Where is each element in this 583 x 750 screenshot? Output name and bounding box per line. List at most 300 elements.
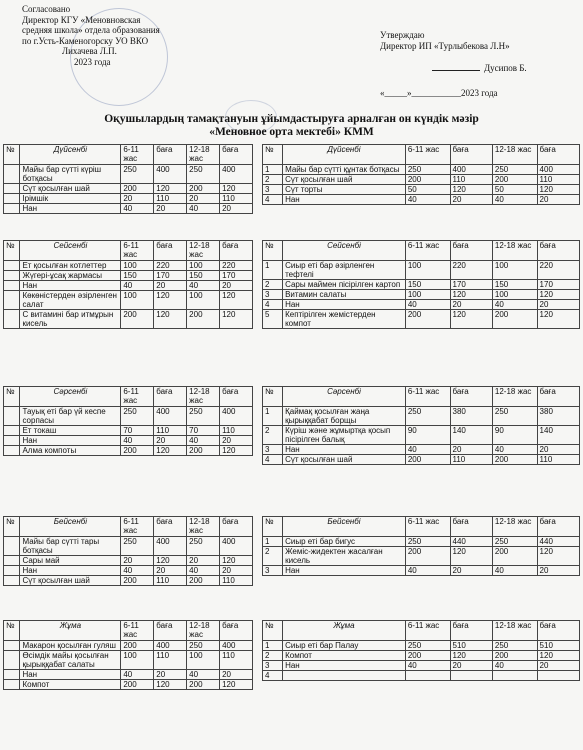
col-age2-header: 12-18 жас xyxy=(187,241,220,261)
row-number: 1 xyxy=(263,641,283,651)
dish-value: 40 xyxy=(492,661,537,671)
dish-value: 20 xyxy=(220,670,253,680)
table-row xyxy=(263,537,580,547)
header-row xyxy=(263,145,580,165)
dish-value: 40 xyxy=(492,300,537,310)
menu-table-right xyxy=(262,240,580,329)
dish-value: 100 xyxy=(121,291,154,310)
day-name: Жұма xyxy=(20,621,121,641)
dish-value: 20 xyxy=(187,556,220,566)
dish-value: 120 xyxy=(220,556,253,566)
row-number xyxy=(4,271,20,281)
table-row xyxy=(263,455,580,465)
approval-line: Лихачева Л.П. xyxy=(62,46,117,56)
dish-value: 120 xyxy=(450,547,492,566)
dish-name: Нан xyxy=(20,281,121,291)
dish-value: 250 xyxy=(187,641,220,651)
dish-value: 110 xyxy=(220,576,253,586)
col-num-header: № xyxy=(263,517,283,537)
dish-name: Күріш және жұмыртқа қосып пісірілген балық xyxy=(283,426,406,445)
dish-name: Жеміс-жидектен жасалған кисель xyxy=(283,547,406,566)
dish-value: 250 xyxy=(121,537,154,556)
dish-name: Өсімдік майы қосылған қырыққабат салаты xyxy=(20,651,121,670)
dish-value: 510 xyxy=(537,641,579,651)
header-row xyxy=(4,517,253,537)
dish-name: Тауық еті бар үй кеспе сорпасы xyxy=(20,407,121,426)
row-number: 1 xyxy=(263,165,283,175)
dish-name: Кептірілген жемістерден компот xyxy=(283,310,406,329)
col-num-header: № xyxy=(4,145,20,165)
table-row xyxy=(263,445,580,455)
col-age2-header: 12-18 жас xyxy=(492,387,537,407)
row-number: 2 xyxy=(263,175,283,185)
header-row xyxy=(4,241,253,261)
dish-value: 120 xyxy=(537,651,579,661)
dish-value: 200 xyxy=(121,641,154,651)
dish-value: 120 xyxy=(220,446,253,456)
col-age2-header: 12-18 жас xyxy=(187,621,220,641)
dish-value: 200 xyxy=(405,310,450,329)
dish-value: 200 xyxy=(492,651,537,661)
menu-table-left xyxy=(3,386,253,456)
dish-value xyxy=(450,671,492,681)
dish-value: 250 xyxy=(405,641,450,651)
dish-name: Сиыр еті бар бигус xyxy=(283,537,406,547)
dish-name: Компот xyxy=(20,680,121,690)
header-row xyxy=(263,621,580,641)
table-row xyxy=(263,671,580,681)
row-number: 2 xyxy=(263,547,283,566)
dish-value: 170 xyxy=(154,271,187,281)
dish-name: Нан xyxy=(283,566,406,576)
row-number xyxy=(4,194,20,204)
dish-value: 200 xyxy=(121,680,154,690)
row-number xyxy=(4,165,20,184)
dish-value: 200 xyxy=(492,547,537,566)
table-row xyxy=(4,310,253,329)
col-num-header: № xyxy=(4,241,20,261)
table-row xyxy=(263,280,580,290)
col-age2-header: 12-18 жас xyxy=(492,241,537,261)
dish-value: 20 xyxy=(220,566,253,576)
dish-value: 200 xyxy=(121,310,154,329)
dish-value: 150 xyxy=(121,271,154,281)
col-age1-header: 6-11 жас xyxy=(405,517,450,537)
table-row xyxy=(263,290,580,300)
dish-value: 250 xyxy=(187,537,220,556)
dish-value: 20 xyxy=(154,566,187,576)
table-row xyxy=(263,175,580,185)
row-number xyxy=(4,407,20,426)
table-row xyxy=(4,537,253,556)
dish-name: Сары маймен пісірілген картоп xyxy=(283,280,406,290)
dish-name: Ет қосылған котлеттер xyxy=(20,261,121,271)
table-row xyxy=(4,446,253,456)
row-number: 5 xyxy=(263,310,283,329)
table-row xyxy=(4,204,253,214)
dish-name: Ірімшік xyxy=(20,194,121,204)
dish-value: 20 xyxy=(537,195,579,205)
col-num-header: № xyxy=(4,621,20,641)
dish-value: 140 xyxy=(450,426,492,445)
dish-value: 120 xyxy=(450,310,492,329)
dish-name: Сүт қосылған шай xyxy=(283,175,406,185)
dish-value: 250 xyxy=(492,641,537,651)
dish-name: Майы бар сүтті тары ботқасы xyxy=(20,537,121,556)
dish-value: 20 xyxy=(121,556,154,566)
dish-value: 20 xyxy=(450,661,492,671)
day-name: Сейсенбі xyxy=(20,241,121,261)
dish-value: 220 xyxy=(220,261,253,271)
dish-value: 200 xyxy=(187,184,220,194)
row-number xyxy=(4,436,20,446)
table-row xyxy=(263,165,580,175)
day-name: Дүйсенбі xyxy=(20,145,121,165)
title-line: «Меновное орта мектебі» КММ xyxy=(209,126,374,138)
row-number xyxy=(4,670,20,680)
dish-value: 110 xyxy=(220,194,253,204)
row-number xyxy=(4,651,20,670)
dish-value: 100 xyxy=(187,261,220,271)
dish-value: 250 xyxy=(405,165,450,175)
dish-value: 120 xyxy=(154,310,187,329)
approval-line: Согласовано xyxy=(22,4,71,14)
dish-value: 110 xyxy=(537,455,579,465)
dish-name: Сары май xyxy=(20,556,121,566)
dish-value: 20 xyxy=(154,204,187,214)
col-price-header: баға xyxy=(154,387,187,407)
dish-name: Нан xyxy=(20,566,121,576)
dish-value: 20 xyxy=(537,661,579,671)
table-row xyxy=(4,271,253,281)
confirm-date: «_____»___________2023 года xyxy=(380,87,498,98)
dish-value: 250 xyxy=(187,407,220,426)
row-number: 2 xyxy=(263,426,283,445)
col-price-header: баға xyxy=(220,241,253,261)
dish-value: 220 xyxy=(537,261,579,280)
dish-value: 170 xyxy=(220,271,253,281)
dish-value: 110 xyxy=(154,576,187,586)
header-row xyxy=(263,387,580,407)
col-age2-header: 12-18 жас xyxy=(187,517,220,537)
dish-value: 110 xyxy=(154,426,187,436)
dish-value: 200 xyxy=(492,455,537,465)
dish-value: 250 xyxy=(405,407,450,426)
dish-value: 120 xyxy=(154,291,187,310)
dish-value: 50 xyxy=(492,185,537,195)
table-row xyxy=(4,576,253,586)
dish-value: 150 xyxy=(492,280,537,290)
menu-table-right xyxy=(262,620,580,681)
col-num-header: № xyxy=(263,387,283,407)
dish-name: Нан xyxy=(20,204,121,214)
dish-value: 200 xyxy=(187,446,220,456)
dish-value: 200 xyxy=(405,455,450,465)
dish-name: Сүт қосылған шай xyxy=(283,455,406,465)
dish-value: 120 xyxy=(537,185,579,195)
table-row xyxy=(263,547,580,566)
table-row xyxy=(4,556,253,566)
row-number: 1 xyxy=(263,261,283,280)
col-price-header: баға xyxy=(450,621,492,641)
col-price-header: баға xyxy=(154,621,187,641)
dish-value: 100 xyxy=(492,290,537,300)
dish-value: 110 xyxy=(154,194,187,204)
day-name: Бейсенбі xyxy=(283,517,406,537)
col-price-header: баға xyxy=(220,387,253,407)
dish-name: Нан xyxy=(283,445,406,455)
dish-value: 220 xyxy=(450,261,492,280)
dish-value: 120 xyxy=(220,184,253,194)
dish-value: 40 xyxy=(187,670,220,680)
row-number xyxy=(4,281,20,291)
dish-value xyxy=(537,671,579,681)
dish-value: 100 xyxy=(187,291,220,310)
dish-value: 20 xyxy=(154,281,187,291)
dish-value: 200 xyxy=(187,680,220,690)
dish-name: Майы бар сүтті күріш ботқасы xyxy=(20,165,121,184)
approval-block xyxy=(22,4,160,67)
dish-value: 120 xyxy=(450,185,492,195)
header-row xyxy=(4,621,253,641)
table-row xyxy=(4,641,253,651)
table-row xyxy=(4,651,253,670)
row-number: 4 xyxy=(263,671,283,681)
page-title xyxy=(0,113,583,139)
row-number xyxy=(4,680,20,690)
table-row xyxy=(4,407,253,426)
table-row xyxy=(4,670,253,680)
col-age1-header: 6-11 жас xyxy=(121,387,154,407)
table-row xyxy=(4,291,253,310)
day-name: Бейсенбі xyxy=(20,517,121,537)
dish-value: 150 xyxy=(187,271,220,281)
row-number: 4 xyxy=(263,195,283,205)
dish-value: 400 xyxy=(537,165,579,175)
dish-name: С витамині бар итмұрын кисель xyxy=(20,310,121,329)
dish-value: 150 xyxy=(405,280,450,290)
row-number xyxy=(4,261,20,271)
dish-value: 40 xyxy=(121,204,154,214)
confirm-block xyxy=(380,30,527,98)
col-age1-header: 6-11 жас xyxy=(405,387,450,407)
col-age1-header: 6-11 жас xyxy=(121,621,154,641)
dish-value: 40 xyxy=(405,566,450,576)
col-price-header: баға xyxy=(537,621,579,641)
dish-value: 20 xyxy=(220,436,253,446)
dish-value: 20 xyxy=(450,195,492,205)
dish-value: 20 xyxy=(537,300,579,310)
confirm-line: Директор ИП «Турлыбекова Л.Н» xyxy=(380,40,510,51)
dish-value: 200 xyxy=(121,446,154,456)
table-row xyxy=(4,194,253,204)
col-age1-header: 6-11 жас xyxy=(405,241,450,261)
dish-name: Макарон қосылған гуляш xyxy=(20,641,121,651)
dish-name: Нан xyxy=(20,436,121,446)
col-age1-header: 6-11 жас xyxy=(405,145,450,165)
table-row xyxy=(263,641,580,651)
col-price-header: баға xyxy=(537,145,579,165)
header-row xyxy=(4,145,253,165)
row-number: 1 xyxy=(263,537,283,547)
row-number xyxy=(4,566,20,576)
dish-name: Сүт торты xyxy=(283,185,406,195)
row-number xyxy=(4,291,20,310)
table-row xyxy=(263,661,580,671)
row-number: 3 xyxy=(263,185,283,195)
table-row xyxy=(4,426,253,436)
col-price-header: баға xyxy=(537,241,579,261)
menu-table-right xyxy=(262,516,580,576)
dish-value: 400 xyxy=(220,641,253,651)
dish-value: 120 xyxy=(537,290,579,300)
dish-value: 40 xyxy=(187,281,220,291)
dish-name: Сүт қосылған шай xyxy=(20,184,121,194)
table-row xyxy=(4,281,253,291)
row-number: 3 xyxy=(263,661,283,671)
col-price-header: баға xyxy=(154,145,187,165)
dish-value: 40 xyxy=(121,436,154,446)
dish-value: 400 xyxy=(154,165,187,184)
col-price-header: баға xyxy=(450,241,492,261)
dish-value: 90 xyxy=(492,426,537,445)
day-name: Сәрсенбі xyxy=(20,387,121,407)
dish-value: 120 xyxy=(154,680,187,690)
row-number xyxy=(4,537,20,556)
table-row xyxy=(263,426,580,445)
dish-value: 110 xyxy=(154,651,187,670)
table-row xyxy=(263,261,580,280)
dish-name xyxy=(283,671,406,681)
dish-name: Қаймақ қосылған жаңа қырыққабат борщы xyxy=(283,407,406,426)
dish-value: 120 xyxy=(450,290,492,300)
menu-table-left xyxy=(3,144,253,214)
dish-value: 40 xyxy=(405,661,450,671)
dish-value: 250 xyxy=(187,165,220,184)
dish-value: 170 xyxy=(450,280,492,290)
dish-value: 200 xyxy=(405,175,450,185)
col-price-header: баға xyxy=(220,621,253,641)
dish-value: 100 xyxy=(121,261,154,271)
dish-value: 20 xyxy=(154,436,187,446)
row-number xyxy=(4,184,20,194)
row-number xyxy=(4,576,20,586)
dish-value: 20 xyxy=(450,300,492,310)
dish-name: Ет токаш xyxy=(20,426,121,436)
dish-value: 440 xyxy=(450,537,492,547)
col-age1-header: 6-11 жас xyxy=(121,241,154,261)
dish-value: 200 xyxy=(121,576,154,586)
table-row xyxy=(263,651,580,661)
row-number: 2 xyxy=(263,280,283,290)
day-name: Дүйсенбі xyxy=(283,145,406,165)
confirm-signer: Дусипов Б. xyxy=(484,63,527,73)
dish-value: 200 xyxy=(405,651,450,661)
col-age1-header: 6-11 жас xyxy=(405,621,450,641)
table-row xyxy=(4,165,253,184)
row-number: 3 xyxy=(263,566,283,576)
dish-value: 140 xyxy=(537,426,579,445)
dish-value: 510 xyxy=(450,641,492,651)
dish-value: 40 xyxy=(121,281,154,291)
dish-value: 50 xyxy=(405,185,450,195)
col-num-header: № xyxy=(263,145,283,165)
col-price-header: баға xyxy=(450,145,492,165)
dish-value: 400 xyxy=(450,165,492,175)
day-name: Сейсенбі xyxy=(283,241,406,261)
col-age1-header: 6-11 жас xyxy=(121,517,154,537)
dish-value xyxy=(405,671,450,681)
dish-value: 400 xyxy=(220,407,253,426)
dish-value: 200 xyxy=(187,310,220,329)
row-number xyxy=(4,556,20,566)
dish-value: 110 xyxy=(450,455,492,465)
menu-table-left xyxy=(3,620,253,690)
dish-value: 40 xyxy=(405,300,450,310)
dish-value: 20 xyxy=(537,566,579,576)
dish-value: 120 xyxy=(450,651,492,661)
dish-value: 400 xyxy=(154,641,187,651)
dish-value: 20 xyxy=(121,194,154,204)
dish-value: 200 xyxy=(121,184,154,194)
dish-value: 20 xyxy=(220,281,253,291)
header-row xyxy=(263,517,580,537)
table-row xyxy=(4,261,253,271)
dish-value: 110 xyxy=(450,175,492,185)
row-number xyxy=(4,204,20,214)
col-price-header: баға xyxy=(450,517,492,537)
col-age1-header: 6-11 жас xyxy=(121,145,154,165)
dish-value: 250 xyxy=(492,407,537,426)
dish-name: Нан xyxy=(283,195,406,205)
row-number: 4 xyxy=(263,300,283,310)
menu-table-right xyxy=(262,144,580,205)
col-num-header: № xyxy=(263,241,283,261)
table-row xyxy=(4,184,253,194)
dish-value: 40 xyxy=(187,436,220,446)
row-number xyxy=(4,641,20,651)
dish-value: 120 xyxy=(154,184,187,194)
dish-value: 200 xyxy=(187,576,220,586)
dish-value: 100 xyxy=(121,651,154,670)
dish-value: 200 xyxy=(492,310,537,329)
col-price-header: баға xyxy=(220,145,253,165)
header-row xyxy=(4,387,253,407)
dish-value: 400 xyxy=(154,407,187,426)
table-row xyxy=(4,680,253,690)
dish-value: 100 xyxy=(187,651,220,670)
dish-value: 200 xyxy=(492,175,537,185)
dish-value: 250 xyxy=(405,537,450,547)
col-age2-header: 12-18 жас xyxy=(187,145,220,165)
dish-value: 40 xyxy=(405,195,450,205)
dish-value: 20 xyxy=(187,194,220,204)
dish-value: 100 xyxy=(492,261,537,280)
approval-line: по г.Усть-Каменогорску УО ВКО xyxy=(22,35,149,46)
col-age2-header: 12-18 жас xyxy=(492,517,537,537)
dish-value: 120 xyxy=(220,310,253,329)
dish-value: 100 xyxy=(405,261,450,280)
col-price-header: баға xyxy=(537,387,579,407)
table-row xyxy=(263,407,580,426)
menu-table-right xyxy=(262,386,580,465)
approval-line: 2023 года xyxy=(74,56,111,67)
dish-value: 20 xyxy=(154,670,187,680)
dish-value: 120 xyxy=(220,680,253,690)
col-age2-header: 12-18 жас xyxy=(187,387,220,407)
approval-line: средняя школа» отдела образования xyxy=(22,25,160,35)
col-price-header: баға xyxy=(220,517,253,537)
